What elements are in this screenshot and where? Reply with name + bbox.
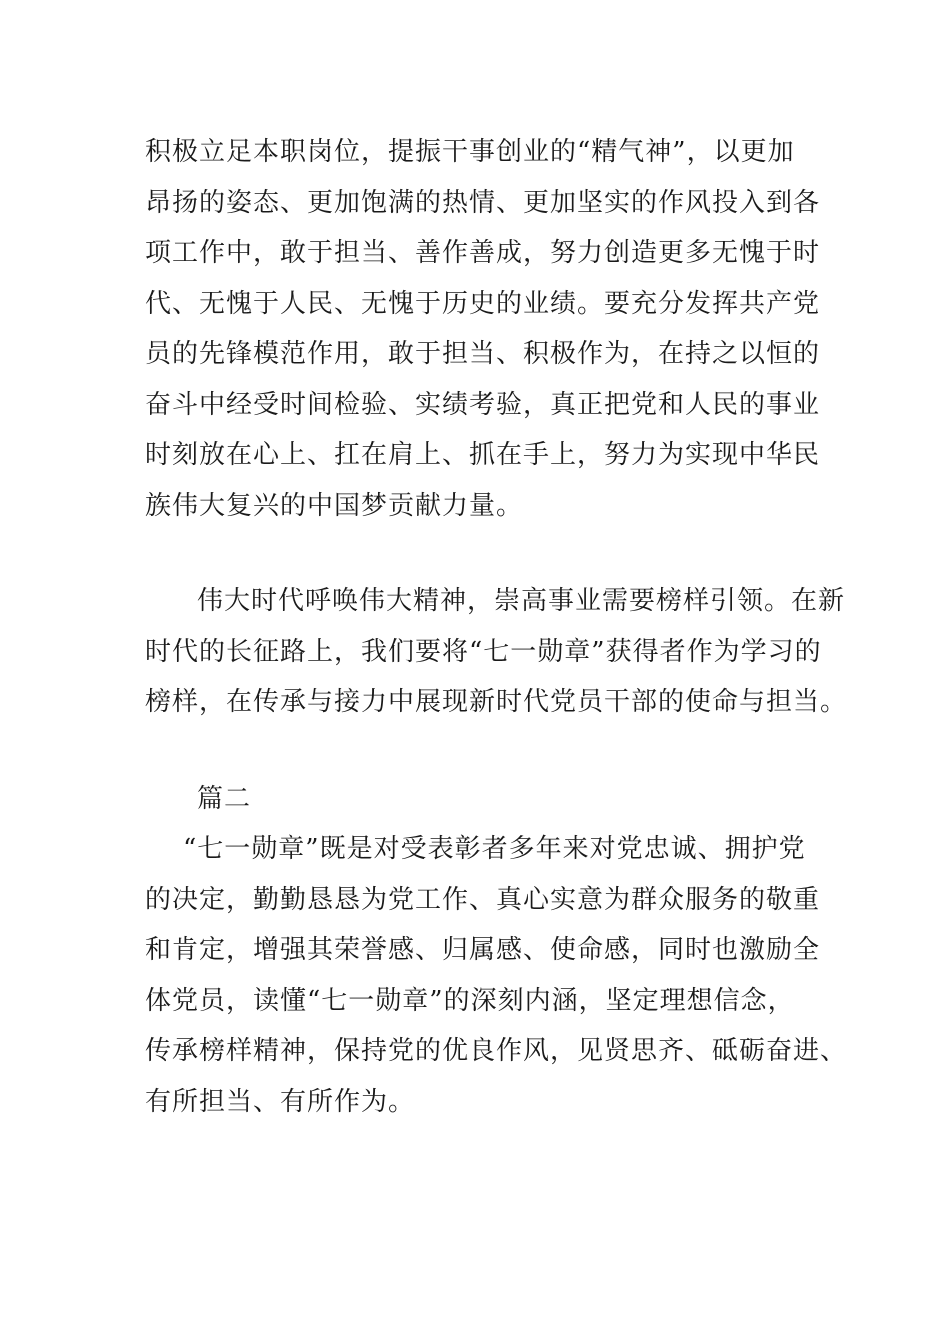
paragraph-line: 伟大时代呼唤伟大精神，崇高事业需要榜样引领。在新: [197, 586, 846, 616]
paragraph-2: [145, 584, 848, 736]
paragraph-line: 有所担当、有所作为。: [145, 1086, 416, 1117]
paragraph-1: [145, 135, 825, 539]
paragraph-line: “七一勋章”既是对受表彰者多年来对党忠诚、拥护党: [183, 834, 806, 864]
paragraph-line: 昂扬的姿态、更加饱满的热情、更加坚实的作风投入到各: [145, 187, 821, 218]
paragraph-line: 奋斗中经受时间检验、实绩考验，真正把党和人民的事业: [145, 389, 821, 420]
paragraph-line: 时刻放在心上、扛在肩上、抓在手上，努力为实现中华民: [145, 440, 821, 470]
paragraph-line: 代、无愧于人民、无愧于历史的业绩。要充分发挥共产党: [145, 288, 821, 319]
paragraph-line: 时代的长征路上，我们要将“七一勋章”获得者作为学习的: [145, 636, 822, 667]
paragraph-line: 和肯定，增强其荣誉感、归属感、使命感，同时也激励全: [145, 935, 821, 965]
paragraph-line: 员的先锋模范作用，敢于担当、积极作为，在持之以恒的: [145, 339, 821, 369]
paragraph-line: 的决定，勤勤恳恳为党工作、真心实意为群众服务的敬重: [145, 884, 821, 915]
paragraph-line: 项工作中，敢于担当、善作善成，努力创造更多无愧于时: [145, 238, 821, 268]
paragraph-line: 传承榜样精神，保持党的优良作风，见贤思齐、砥砺奋进、: [145, 1036, 848, 1066]
paragraph-line: 族伟大复兴的中国梦贡献力量。: [145, 490, 524, 521]
paragraph-line: 体党员，读懂“七一勋章”的深刻内涵，坚定理想信念，: [145, 985, 795, 1016]
section-heading: [145, 782, 825, 833]
paragraph-3: [145, 832, 848, 1135]
paragraph-line: 榜样，在传承与接力中展现新时代党员干部的使命与担当。: [145, 687, 848, 717]
paragraph-line: 积极立足本职岗位，提振干事创业的“精气神”，以更加: [145, 137, 795, 167]
section-heading-text: 篇二: [197, 784, 252, 814]
